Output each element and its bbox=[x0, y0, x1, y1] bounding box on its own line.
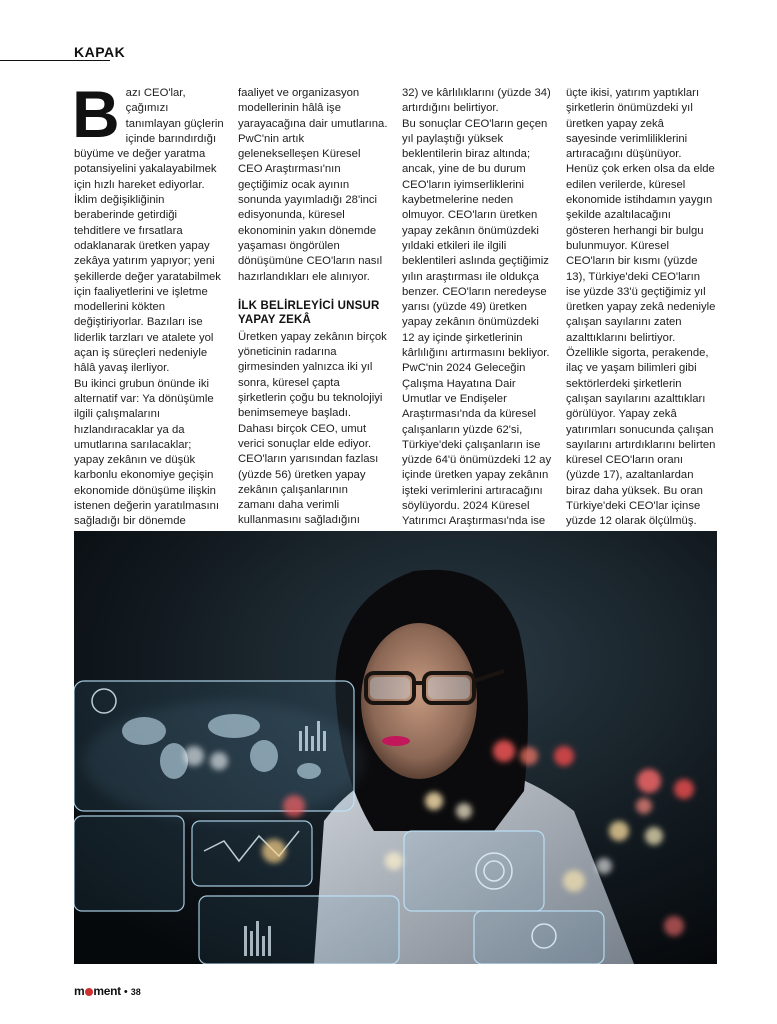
paragraph: Üretken yapay zekânın birçok yöneticinin radarına girmesinden yalnızca iki yıl sonra, küresel çapta şirketlerin çoğu bu teknolojiyi benimsemeye başladı. Dahası birçok CEO, umut verici sonuçlar elde ediyor. CEO'ların yarısından fazlası (yüzde 56) üretken yapay zekânın çalışanlarının zamanı daha verimli kullanmasını sağladığını bbox=[238, 330, 387, 527]
magazine-logo bbox=[74, 984, 121, 998]
text-column-2 bbox=[238, 86, 388, 575]
paragraph: 32) ve kârlılıklarını (yüzde 34) artırdığını belirtiyor. bbox=[402, 87, 551, 115]
text-column-1 bbox=[72, 77, 224, 560]
page-number: 38 bbox=[130, 987, 141, 997]
footer-separator: • bbox=[123, 986, 128, 998]
drop-cap: B bbox=[72, 77, 120, 151]
photo-illustration bbox=[74, 531, 717, 964]
logo-letter: m bbox=[74, 984, 85, 998]
page-footer bbox=[74, 984, 141, 998]
paragraph: Bu sonuçlar CEO'ların geçen yıl paylaştığı yüksek beklentilerin biraz altında; ancak, yine de bu durum CEO'ların iyimserliklerini kaybetmelerine neden olmuyor. CEO'ların üretken yapay zekânın önümüzdeki yıldaki etkileri ile ilgili beklentileri aslında geçtiğimiz yılın araştırması ile oldukça benzer. CEO'ların neredeyse yarısı (yüzde 49) üretken yapay zekânın önümüzdeki 12 ay içinde şirketlerinin kârlılığını artırmasını bekliyor. PwC'nin 2024 Geleceğin Çalışma Hayatına Dair Umutlar ve Endişeler Araştırması'nda da küresel çalışanların yüzde 62'si, Türkiye'deki çalışanların ise yüzde 64'ü önümüzdeki 12 ay içinde üretken yapay zekânın işteki verimlerini artıracağını söylüyordu. 2024 Küresel Yatırımcı Araştırması'nda ise bbox=[402, 117, 552, 528]
text-column-3 bbox=[402, 86, 552, 545]
section-label: KAPAK bbox=[74, 44, 126, 60]
paragraph: faaliyet ve organizasyon modellerinin hâlâ işe yarayacağına dair umutlarına. PwC'nin artık gelenekselleşen Küresel CEO Araştırması'nın geçtiğimiz ocak ayının sonunda yayımladığı 28'inci edisyonunda, küresel ekonominin yakın dönemde yaşaması öngörülen dönüşümüne CEO'ların nasıl hazırlandıkları ele alınıyor. bbox=[238, 87, 388, 283]
section-rule bbox=[0, 60, 110, 61]
paragraph: Henüz çok erken olsa da elde edilen verilerde, küresel ekonomide istihdamın yaygın şekilde azaltılacağını gösteren herhangi bir bulgu bulunmuyor. Küresel CEO'ların bir kısmı (yüzde 13), Türkiye'deki CEO'ların ise yüzde 33'ü geçtiğimiz yıl üretken yapay zekâ nedeniyle çalışan sayılarını zaten azalttıklarını belirtiyor. Özellikle sigorta, perakende, ilaç ve yaşam bilimleri gibi sektörlerdeki şirketlerin çalışan sayılarını azalttıkları görülüyor. Yapay zekâ yatırımları sonucunda çalışan sayılarını artırdıklarını belirten küresel CEO'ların oranı (yüzde 17), azaltanlardan biraz daha yüksek. Bu oran Türkiye'deki CEO'lar içinse yüzde 12 olarak ölçülmüş. bbox=[566, 163, 716, 528]
logo-letters: ment bbox=[93, 984, 121, 998]
text-column-4 bbox=[566, 86, 716, 545]
paragraph: üçte ikisi, yatırım yaptıkları şirketlerin önümüzdeki yıl üretken yapay zekâ sayesinde verimliliklerini artıracağını düşünüyor. bbox=[566, 87, 700, 161]
article-photo bbox=[74, 531, 717, 964]
paragraph: azı CEO'lar, çağımızı tanımlayan güçlerin içinde barındırdığı büyüme ve değer yaratma potansiyelini yakalayabilmek için hızlı hareket ediyorlar. İklim değişikliğinin beraberinde getirdiği tehditlere ve fırsatlara odaklanarak üretken yapay zekâya yatırım yapıyor; yeni şekillerde değer yaratabilmek için faaliyetlerini ve işletme modellerini kökten değiştiriyorlar. Bazıları ise liderlik tarzları ve atalete yol açan iş süreçleri nedeniyle hâlâ yavaş ilerliyor. bbox=[74, 87, 224, 375]
paragraph: Bu ikinci grubun önünde iki alternatif var: Ya dönüşümle ilgili çalışmalarını hızlandıracaklar ya da umutlarına sarılacaklar; yapay zekânın ve düşük karbonlu ekonomiye geçişin ekonomide dönüşüme ilişkin istenen değerin yaratılmasını sağladığı bir dönemde bbox=[74, 377, 220, 528]
subheading: İLK BELİRLEYİCİ UNSUR YAPAY ZEKÂ bbox=[238, 299, 380, 326]
logo-dot-icon bbox=[85, 988, 93, 996]
